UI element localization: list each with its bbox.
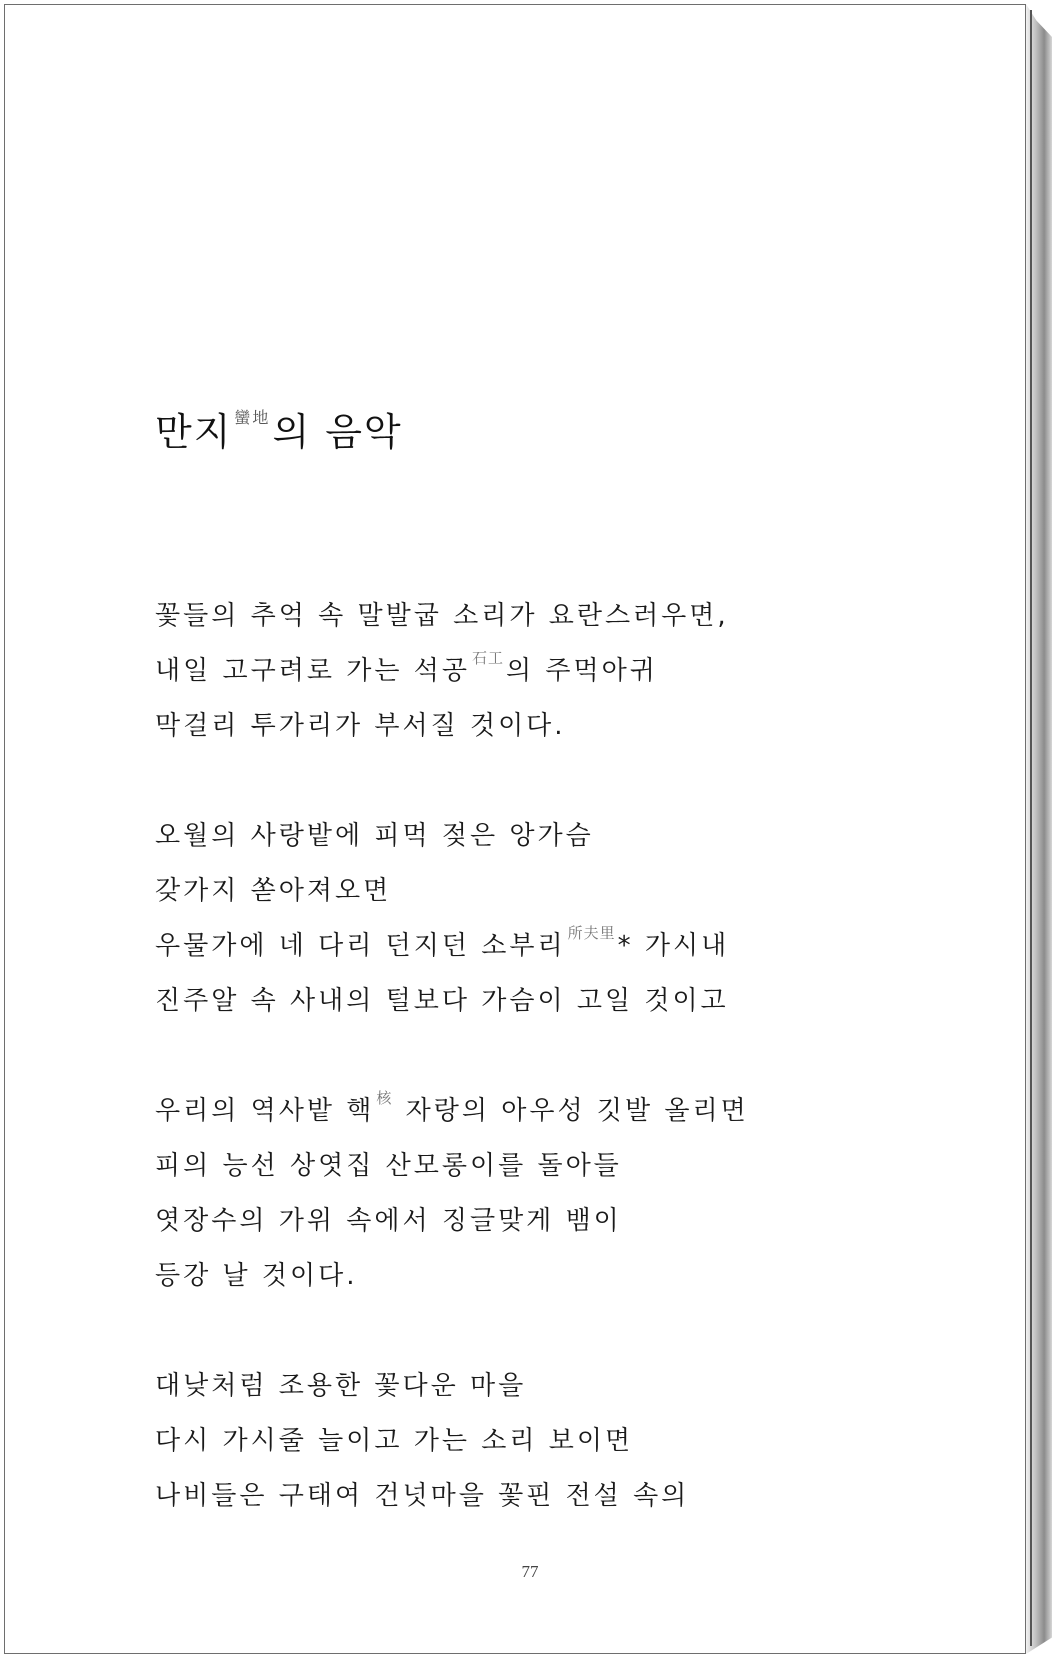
poem-line [155, 1126, 975, 1181]
poem-line [155, 686, 975, 741]
line-text: 대낮처럼 조용한 꽃다운 마을 [155, 1371, 527, 1401]
stanza-3 [155, 1071, 975, 1291]
poem-line [155, 631, 975, 686]
line-text: 우물가에 네 다리 던지던 소부리 [155, 931, 566, 961]
poem-line [155, 796, 975, 851]
poem-line [155, 1071, 975, 1126]
line-text: 내일 고구려로 가는 석공 [155, 656, 470, 686]
line-text-rest: * 가시내 [617, 931, 730, 961]
line-hanja: 所夫里 [567, 924, 616, 942]
line-text: 진주알 속 사내의 털보다 가슴이 고일 것이고 [155, 986, 729, 1016]
stanza-4 [155, 1346, 975, 1511]
line-text: 엿장수의 가위 속에서 징글맞게 뱀이 [155, 1206, 622, 1236]
line-text: 꽃들의 추억 속 말발굽 소리가 요란스러우면, [155, 601, 729, 631]
poem-line [155, 576, 975, 631]
stanza-2 [155, 796, 975, 1016]
poem-line [155, 1181, 975, 1236]
title-text: 만지 [155, 410, 233, 454]
poem-line [155, 851, 975, 906]
line-text: 갖가지 쏟아져오면 [155, 876, 392, 906]
poem [155, 390, 975, 1566]
line-text: 등강 날 것이다. [155, 1261, 358, 1291]
line-text-rest: 자랑의 아우성 깃발 올리면 [394, 1096, 749, 1126]
poem-line [155, 1401, 975, 1456]
page-edge-line [1030, 10, 1032, 1646]
poem-line [155, 906, 975, 961]
poem-title [155, 390, 975, 460]
line-text: 오월의 사랑밭에 피먹 젖은 앙가슴 [155, 821, 594, 851]
line-text: 우리의 역사밭 핵 [155, 1096, 375, 1126]
stanza-1 [155, 576, 975, 741]
poem-line [155, 1236, 975, 1291]
line-text: 나비들은 구태여 건넛마을 꽃핀 전설 속의 [155, 1481, 690, 1511]
title-text-rest: 의 음악 [272, 410, 403, 454]
line-hanja: 核 [376, 1089, 393, 1107]
line-text: 막걸리 투가리가 부서질 것이다. [155, 711, 566, 741]
page-number: 77 [521, 1562, 539, 1581]
poem-line [155, 1456, 975, 1511]
poem-line [155, 961, 975, 1016]
line-text: 피의 능선 상엿집 산모롱이를 돌아들 [155, 1151, 622, 1181]
title-hanja: 蠻地 [234, 408, 271, 427]
poem-line [155, 1346, 975, 1401]
line-hanja: 石工 [471, 649, 504, 667]
line-text-rest: 의 주먹아귀 [505, 656, 658, 686]
line-text: 다시 가시줄 늘이고 가는 소리 보이면 [155, 1426, 634, 1456]
